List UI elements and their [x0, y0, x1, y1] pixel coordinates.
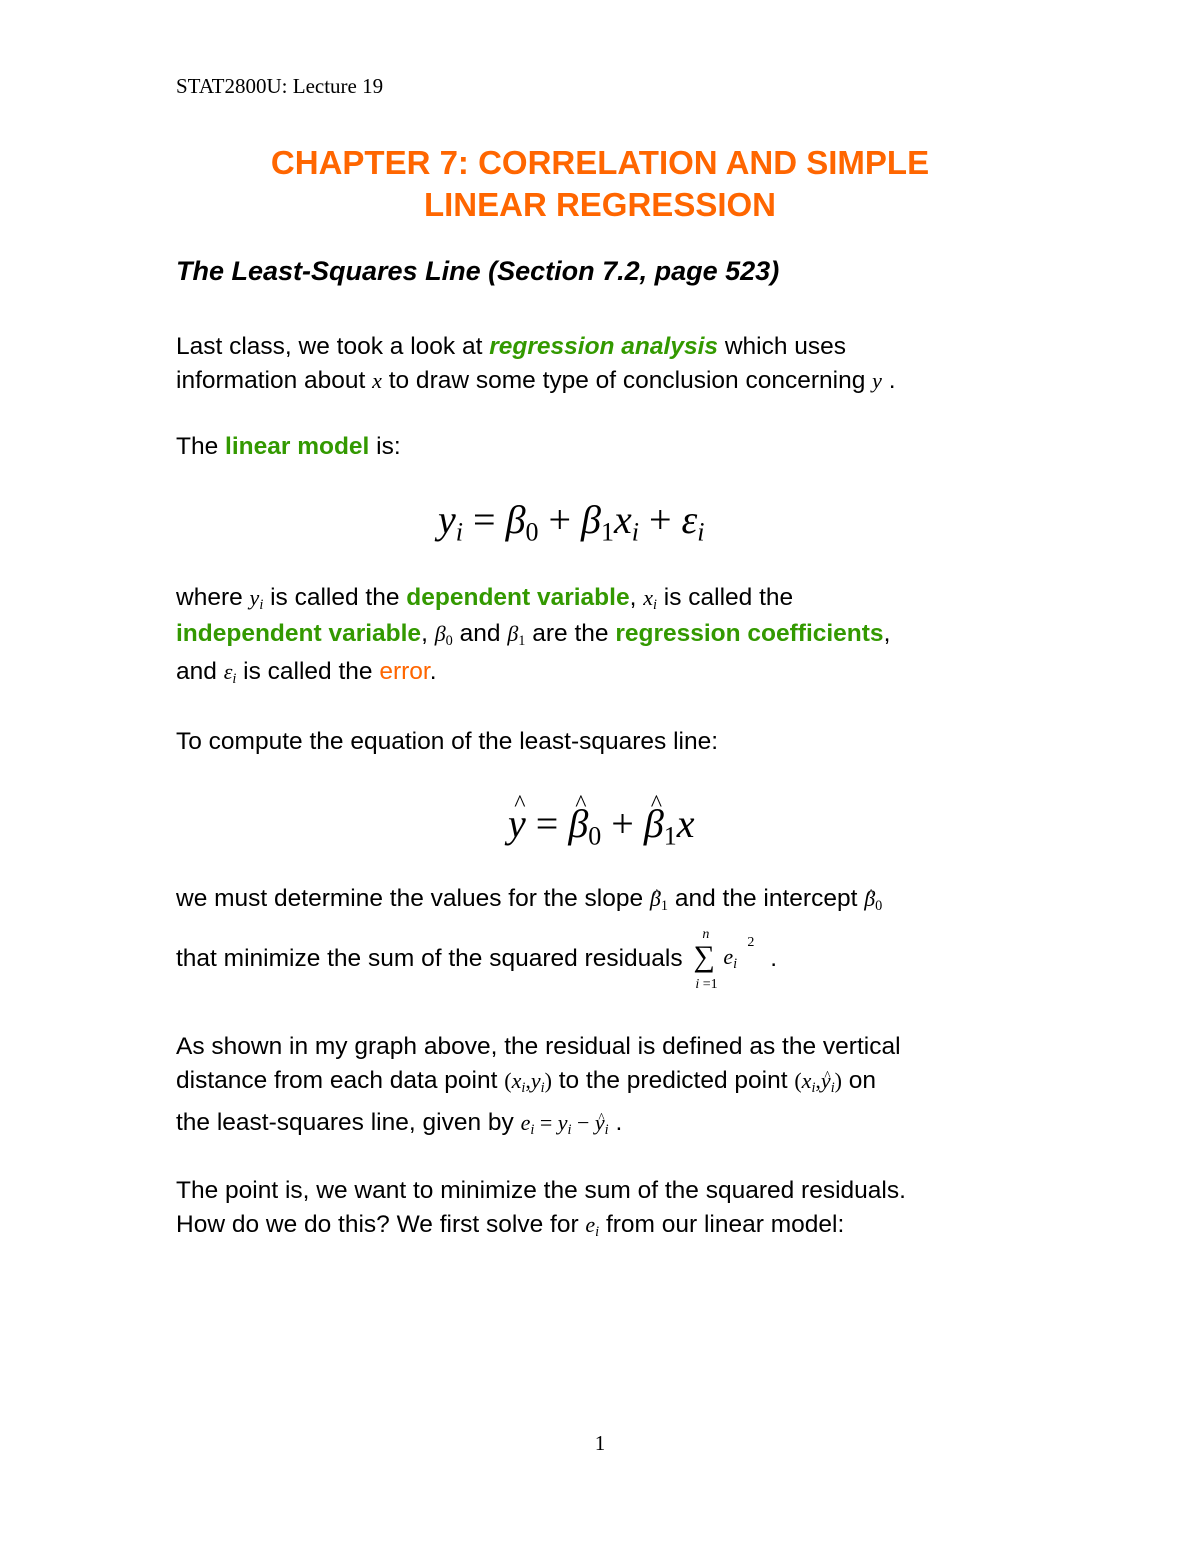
text: are the — [525, 620, 616, 647]
text: is called the — [656, 584, 794, 611]
intro-line-2 — [176, 364, 896, 398]
math-epsilon-i: $\varepsilon_i$ — [223, 659, 237, 687]
math-beta1-hat: ^ $\beta_1$ — [650, 886, 668, 911]
text: to the predicted point — [551, 1067, 795, 1094]
term-independent-variable: independent variable — [176, 620, 422, 647]
text: from our linear model: — [599, 1211, 845, 1238]
term-linear-model: linear model — [225, 433, 370, 460]
slope-intercept-line — [176, 882, 882, 916]
term-regression-analysis: regression analysis — [489, 333, 719, 360]
text: we must determine the values for the slope — [176, 885, 650, 912]
text: to draw some type of conclusion concerning — [381, 367, 873, 394]
chapter-title-line-1: CHAPTER 7: CORRELATION AND SIMPLE — [270, 144, 930, 181]
text: information about — [176, 367, 373, 394]
text: Last class, we took a look at — [176, 333, 490, 360]
text: the least-squares line, given by — [176, 1109, 521, 1136]
math-beta0-hat: ^ $\beta_0$ — [864, 886, 882, 911]
text: and — [176, 658, 224, 685]
running-header: STAT2800U: Lecture 19 — [176, 74, 384, 98]
text: . — [763, 945, 778, 972]
least-squares-equation: ^ y = ^ $\beta_0$ + ^ $\beta_1x$ — [508, 800, 695, 847]
text: . — [429, 658, 437, 685]
intro-line-1 — [176, 330, 846, 364]
residual-line-3 — [176, 1106, 622, 1140]
math-data-point: $(x_i,y_i)$ — [504, 1068, 552, 1096]
section-heading: The Least-Squares Line (Section 7.2, page 523) — [176, 256, 780, 286]
text: that minimize the sum of the squared residuals — [176, 945, 690, 972]
chapter-title-line-2: LINEAR REGRESSION — [423, 186, 777, 223]
text: . — [608, 1109, 623, 1136]
math-beta1: $\beta_1$ — [507, 621, 526, 649]
text: , — [883, 620, 891, 647]
text: . — [881, 367, 896, 394]
text: and — [452, 620, 508, 647]
math-predicted-point: ($x_i,\^{}$ $y_i$) — [794, 1068, 842, 1093]
text: How do we do this? We first solve for — [176, 1211, 586, 1238]
text: which uses — [718, 333, 847, 360]
closing-line-2 — [176, 1208, 844, 1242]
math-residual: $e_i = y_i$ − ^ $y_i$ — [521, 1110, 609, 1135]
term-regression-coefficients: regression coefficients — [615, 620, 884, 647]
linear-model-equation: $y_i = \beta_0 + \beta_1x_i + \varepsilon_i$ — [438, 497, 705, 547]
page-number: 1 — [594, 1431, 606, 1455]
math-ei: $e_i$ — [585, 1212, 600, 1240]
text: , — [629, 584, 644, 611]
text: The — [176, 433, 226, 460]
sum-of-squared-residuals: n ∑ $e_i$ 2 i =1 — [693, 926, 755, 992]
linear-model-intro — [176, 430, 401, 464]
text: on — [842, 1067, 877, 1094]
text: and the intercept — [668, 885, 865, 912]
closing-line-1: The point is, we want to minimize the sum of the squared residuals. — [176, 1177, 906, 1204]
residual-line-1: As shown in my graph above, the residual is defined as the vertical — [176, 1033, 901, 1060]
math-yi: $y_i$ — [249, 585, 264, 613]
text: is called the — [236, 658, 380, 685]
math-y: y — [872, 368, 882, 393]
math-xi: $x_i$ — [643, 585, 657, 613]
math-x: x — [372, 368, 382, 393]
term-dependent-variable: dependent variable — [406, 584, 630, 611]
definitions-line-1 — [176, 581, 793, 615]
residual-line-2 — [176, 1064, 876, 1098]
minimize-line — [176, 926, 777, 992]
compute-intro: To compute the equation of the least-squares line: — [176, 728, 719, 755]
text: distance from each data point — [176, 1067, 505, 1094]
math-beta0: $\beta_0$ — [434, 621, 453, 649]
text: , — [421, 620, 435, 647]
definitions-line-3 — [176, 655, 437, 689]
text: where — [176, 584, 250, 611]
term-error: error — [379, 658, 430, 685]
definitions-line-2 — [176, 617, 890, 651]
text: is called the — [263, 584, 407, 611]
text: is: — [369, 433, 401, 460]
